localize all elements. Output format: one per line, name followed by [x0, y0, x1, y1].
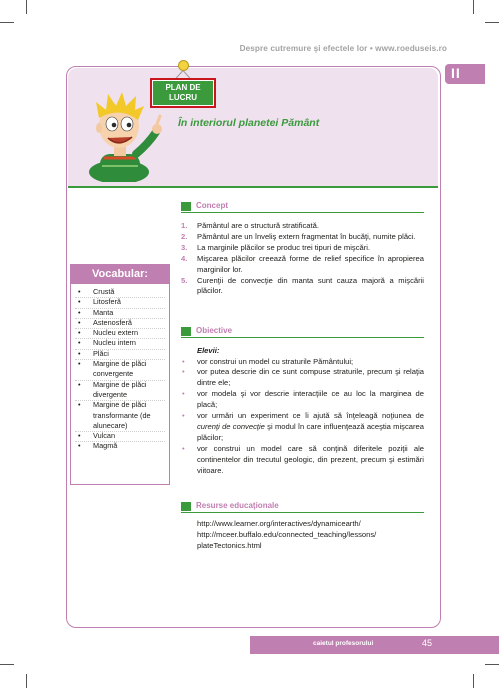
- concept-item: 5. Curenţii de convecţie din manta sunt cauza majoră a mişcării plăcilor.: [181, 275, 424, 296]
- objectives-heading-label: Obiective: [196, 326, 233, 335]
- vocabulary-item: • Margine de plăci divergente: [71, 380, 169, 401]
- objective-item: • vor construi un model care să conţină diferitele poziţii ale continentelor din trecutul geologic, din prezent, precum şi estimări viitoare.: [181, 444, 424, 477]
- vocabulary-title: Vocabular:: [71, 265, 169, 284]
- vocabulary-item: • Plăci: [71, 349, 169, 359]
- crop-mark: [485, 22, 499, 23]
- resources-heading: [181, 502, 424, 513]
- vocabulary-item: • Nucleu intern: [71, 338, 169, 348]
- resources-links: [197, 519, 427, 552]
- vocabulary-item: • Margine de plăci transformante (de alunecare): [71, 400, 169, 431]
- running-header: Despre cutremure şi efectele lor • www.roeduseis.ro: [239, 44, 447, 53]
- resource-link[interactable]: http://www.learner.org/interactives/dynamicearth/: [197, 519, 361, 528]
- objectives-intro: Elevii:: [197, 346, 220, 355]
- vocabulary-list: [71, 287, 169, 452]
- vocabulary-item: • Margine de plăci convergente: [71, 359, 169, 380]
- badge-line-1: PLAN DE: [165, 83, 201, 92]
- objectives-heading: [181, 327, 424, 338]
- concept-heading: [181, 202, 424, 213]
- mascot-boy-illustration: [86, 88, 166, 182]
- square-bullet-icon: [181, 202, 191, 211]
- chapter-tab: [445, 64, 485, 84]
- badge-line-2: LUCRU: [169, 93, 197, 102]
- vocabulary-box: [70, 264, 170, 485]
- vocabulary-item: • Litosferă: [71, 297, 169, 307]
- square-bullet-icon: [181, 502, 191, 511]
- crop-mark: [473, 0, 474, 14]
- page-number: 45: [422, 638, 433, 648]
- objective-item: • vor construi un model cu straturile Pământului;: [181, 357, 424, 368]
- objective-item: • vor modela şi vor descrie interacţiile ce au loc la marginea de placă;: [181, 389, 424, 411]
- vocabulary-item: • Manta: [71, 308, 169, 318]
- concept-list: [181, 221, 424, 297]
- crop-mark: [26, 674, 27, 688]
- concept-item: 3. La marginile plăcilor se produc trei tipuri de mişcări.: [181, 242, 371, 252]
- objectives-list: [181, 346, 424, 476]
- concept-item: 4. Mişcarea plăcilor creează forme de relief specifice în apropierea marginilor lor.: [181, 253, 424, 274]
- concept-heading-label: Concept: [196, 201, 228, 210]
- resources-heading-label: Resurse educaţionale: [196, 501, 279, 510]
- concept-item: 1. Pământul are o structură stratificată.: [181, 221, 319, 230]
- crop-mark: [485, 664, 499, 665]
- vocabulary-item: • Vulcan: [71, 431, 169, 441]
- footer-band: [250, 636, 499, 654]
- resource-link[interactable]: plateTectonics.html: [197, 540, 262, 550]
- vocabulary-item: • Astenosferă: [71, 318, 169, 328]
- vocabulary-item: • Magmă: [71, 441, 169, 451]
- chapter-tab-label: II: [451, 65, 461, 81]
- footer-label: caietul profesorului: [313, 640, 374, 647]
- lesson-title: În interiorul planetei Pământ: [178, 117, 320, 129]
- pin-icon: [178, 60, 189, 71]
- resource-link[interactable]: http://mceer.buffalo.edu/connected_teaching/lessons/: [197, 529, 377, 539]
- square-bullet-icon: [181, 327, 191, 336]
- crop-mark: [473, 674, 474, 688]
- crop-mark: [0, 664, 14, 665]
- crop-mark: [26, 0, 27, 14]
- crop-mark: [0, 22, 14, 23]
- objective-item: • vor putea descrie din ce sunt compuse straturile, precum şi relaţia dintre ele;: [181, 367, 424, 389]
- objective-item: • vor urmări un experiment ce îi ajută să înţeleagă noţiunea de curenţi de convecţie şi modul în care influenţează aceştia mişcarea plăcilor;: [181, 411, 424, 444]
- concept-item: 2. Pământul are un înveliş extern fragmentat în bucăţi, numite plăci.: [181, 231, 416, 241]
- vocabulary-item: • Nucleu extern: [71, 328, 169, 338]
- header-divider: [68, 186, 438, 188]
- vocabulary-item: • Crustă: [71, 287, 169, 297]
